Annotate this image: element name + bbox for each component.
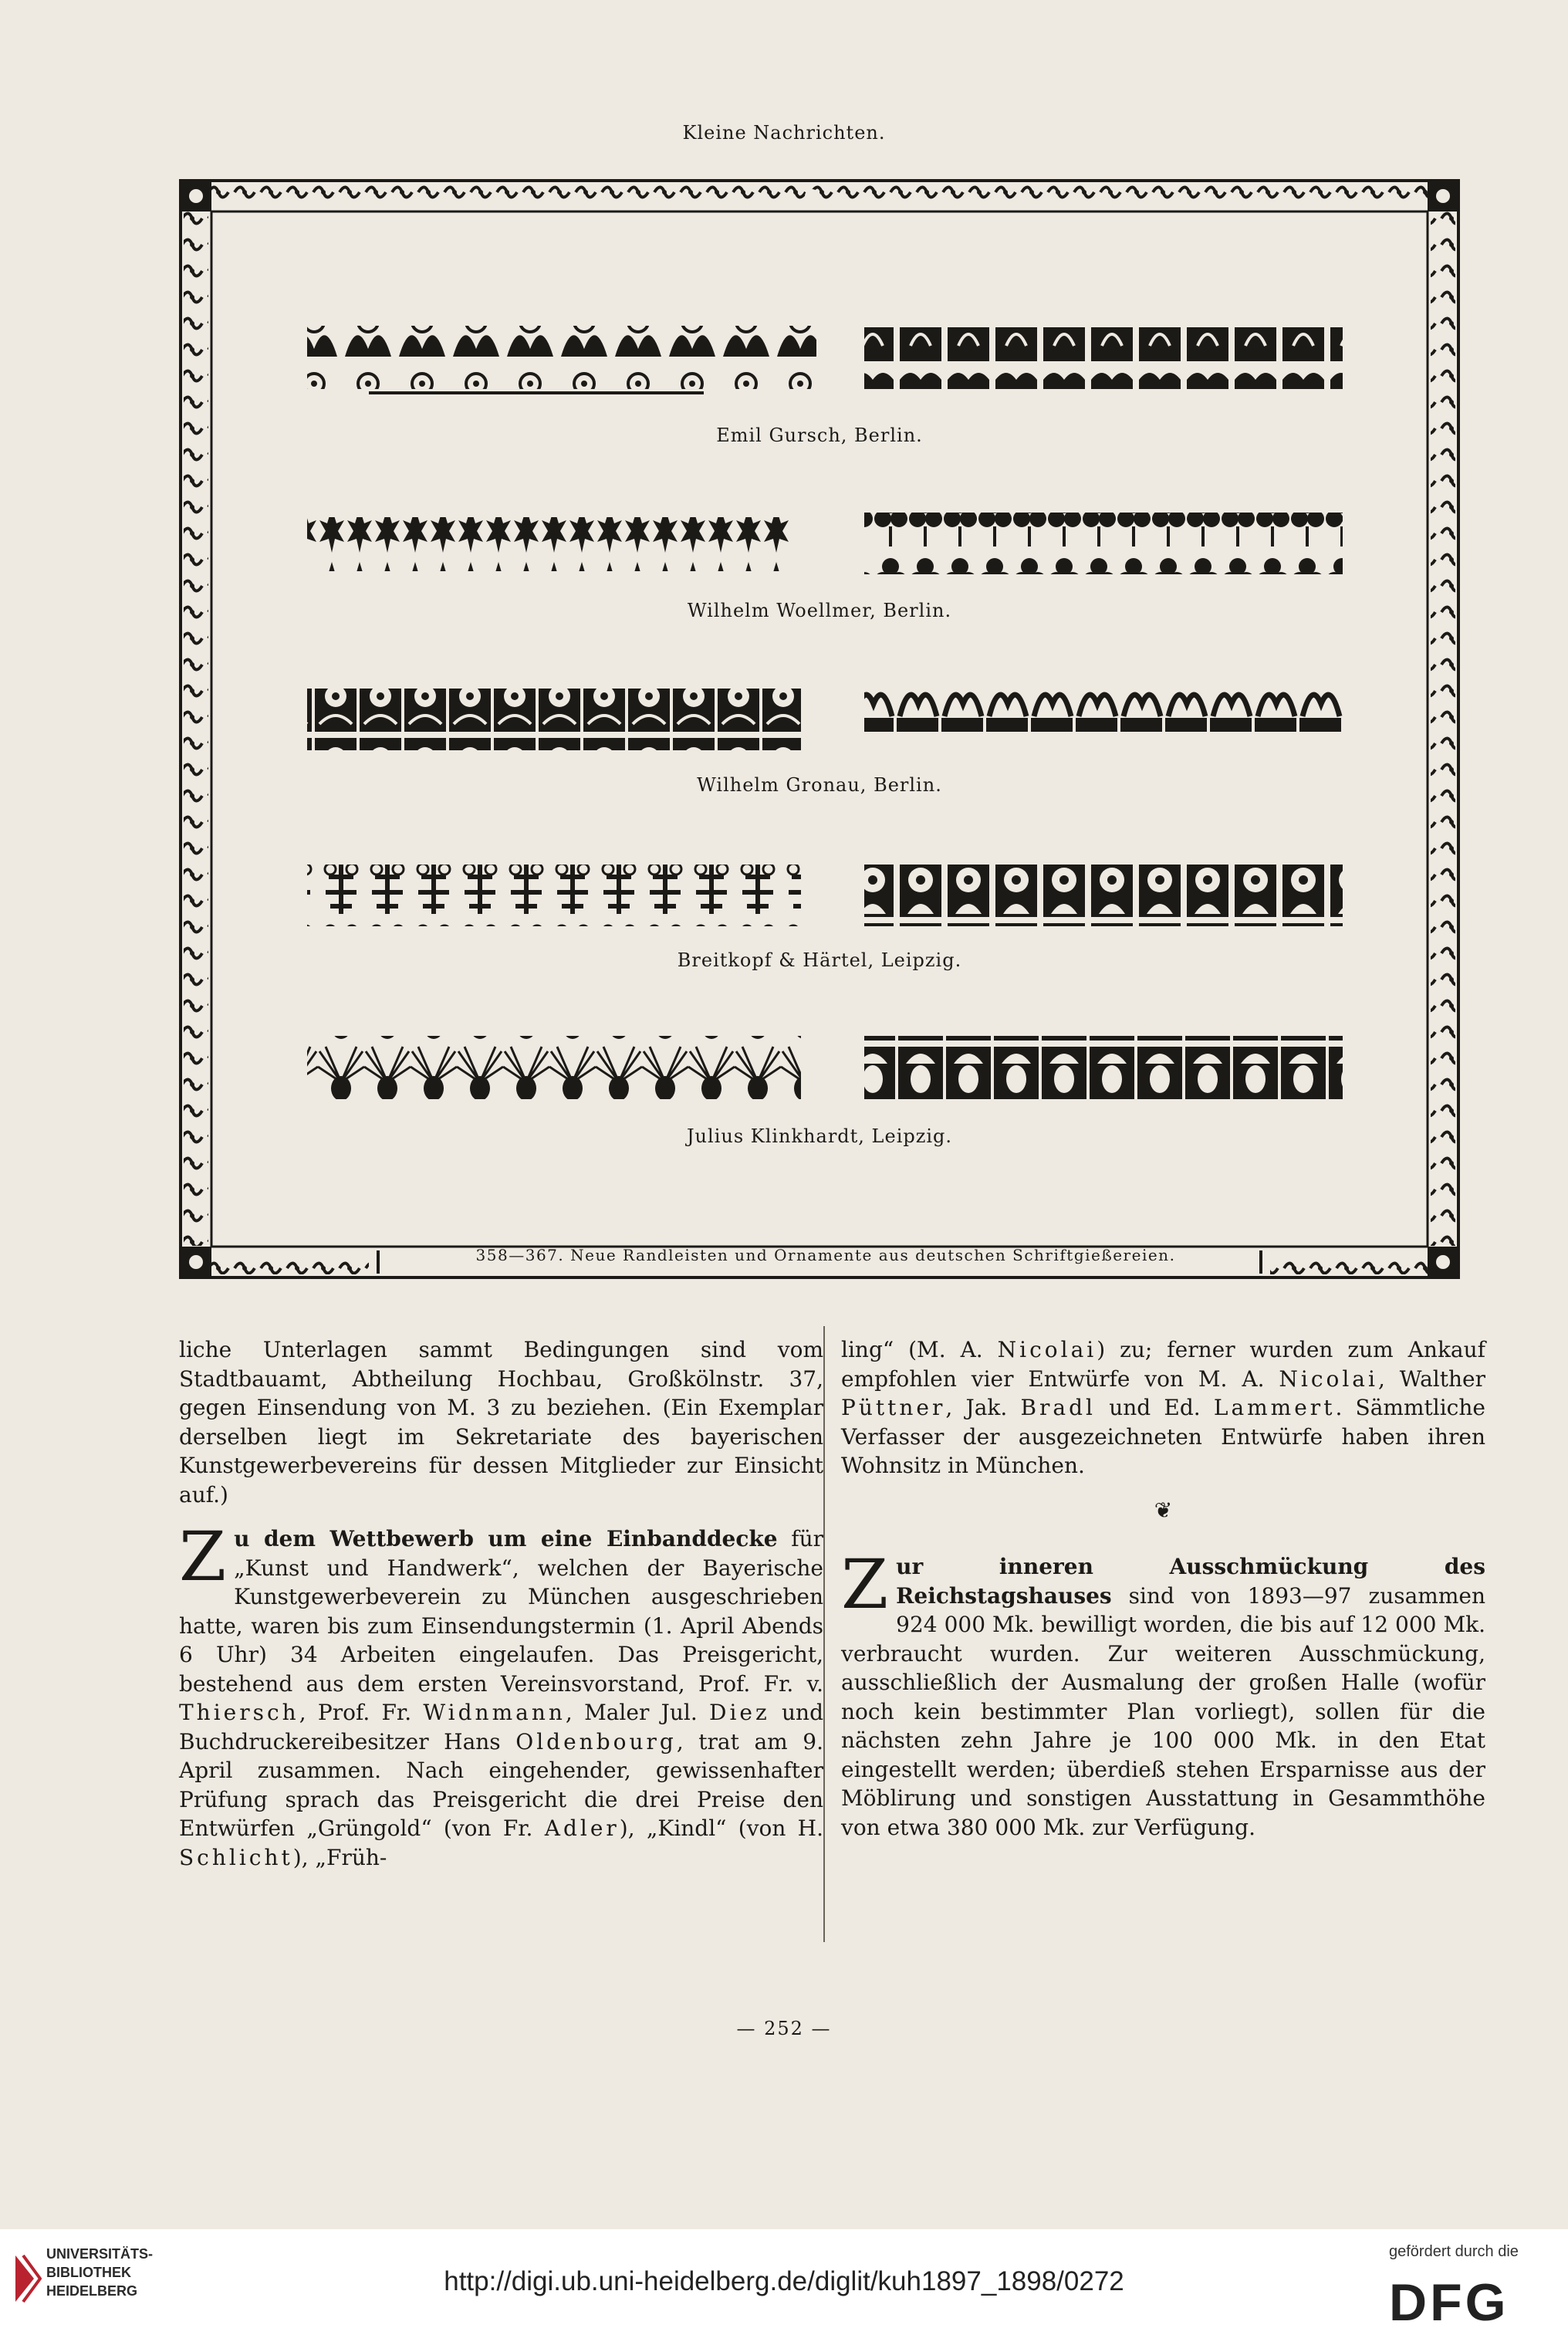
person-name: Thiersch bbox=[179, 1700, 299, 1725]
ornament-frame-svg bbox=[179, 179, 1460, 1279]
library-name[interactable]: UNIVERSITÄTS- BIBLIOTHEK HEIDELBERG bbox=[46, 2246, 154, 2299]
left-column bbox=[179, 1335, 823, 1887]
specimen-strip-gursch-flowers bbox=[307, 326, 816, 389]
person-name: Püttner bbox=[841, 1395, 946, 1420]
specimen-strip-woellmer-stars bbox=[307, 517, 790, 571]
specimen-strip-klinkhardt-cones bbox=[307, 1036, 801, 1099]
running-header: Kleine Nachrichten. bbox=[682, 122, 886, 144]
page-number: — 252 — bbox=[736, 2018, 832, 2039]
person-name: Schlicht bbox=[179, 1844, 293, 1870]
person-name: Oldenbourg bbox=[515, 1728, 677, 1755]
funding-label: gefördert durch die bbox=[1389, 2243, 1519, 2260]
paragraph-right-2: Zur inneren Ausschmückung des Reichstagshauses sind von 1893—97 zusammen 924 000 Mk. bewilligt worden, die bis auf 12 000 Mk. verbraucht wurden. Zur weiteren Ausschmückung, ausschließlich der Ausmalung der großen Halle (wofür noch kein bestimmter Plan vorliegt), sollen für die nächsten zehn Jahre je 100 000 Mk. in den Etat eingestellt werden; überdieß stehen Ersparnisse aus der Möblirung und sonstigen Ausstattung in Gesammthöhe von etwa 380 000 Mk. zur Verfügung. bbox=[841, 1545, 1485, 1840]
specimen-strip-gronau-tiles bbox=[307, 689, 801, 750]
drop-cap: Z bbox=[841, 1545, 889, 1624]
dfg-logo[interactable]: DFG bbox=[1389, 2273, 1509, 2332]
permalink-url[interactable]: http://digi.ub.uni-heidelberg.de/diglit/kuh1897_1898/0272 bbox=[444, 2266, 1124, 2296]
paragraph-right-1: ling“ (M. A. Nicolai) zu; ferner wurden zum Ankauf empfohlen vier Entwürfe von M. A. Nicolai, Walther Püttner, Jak. Bradl und Ed. Lammert. Sämmtliche Verfasser der ausgezeichneten Entwürfe haben ihren Wohnsitz in München. bbox=[841, 1337, 1485, 1478]
person-name: Nicolai bbox=[997, 1337, 1097, 1362]
column-divider bbox=[823, 1326, 825, 1942]
specimen-credit-woellmer: Wilhelm Woellmer, Berlin. bbox=[687, 600, 952, 621]
specimen-strip-breitkopf-daisies bbox=[864, 865, 1343, 926]
ornament-divider: ❦ bbox=[1154, 1497, 1173, 1523]
person-name: Lammert bbox=[1213, 1395, 1336, 1420]
specimen-credit-gronau: Wilhelm Gronau, Berlin. bbox=[697, 774, 942, 796]
specimen-strip-woellmer-clover bbox=[864, 513, 1343, 574]
section-heading: u dem Wettbewerb um eine Einbanddecke bbox=[234, 1526, 778, 1551]
ornament-figure bbox=[179, 179, 1460, 1279]
specimen-credit-gursch: Emil Gursch, Berlin. bbox=[716, 425, 923, 446]
specimen-credit-klinkhardt: Julius Klinkhardt, Leipzig. bbox=[686, 1125, 953, 1147]
person-name: Widnmann bbox=[423, 1700, 566, 1725]
specimen-strip-gronau-swirls bbox=[864, 689, 1343, 750]
specimen-strip-klinkhardt-faces bbox=[864, 1036, 1343, 1099]
drop-cap: Z bbox=[179, 1517, 227, 1596]
person-name: Diez bbox=[709, 1700, 770, 1725]
right-column bbox=[841, 1335, 1485, 1857]
section-heading: ur inneren Ausschmückung des Reichstagshauses bbox=[896, 1554, 1485, 1609]
specimen-strip-gursch-tulips bbox=[864, 327, 1343, 389]
specimen-strip-breitkopf-sprigs bbox=[307, 865, 801, 926]
person-name: Bradl bbox=[1020, 1395, 1096, 1420]
paragraph-left-2: Zu dem Wettbewerb um eine Einbanddecke für „Kunst und Handwerk“, welchen der Bayerische Kunstgewerbeverein zu München ausgeschrieben hatte, waren bis zum Einsendungstermin (1. April Abends 6 Uhr) 34 Arbeiten eingelaufen. Das Preisgericht, bestehend aus dem ersten Vereinsvorstand, Prof. Fr. v. Thiersch, Prof. Fr. Widnmann, Maler Jul. Diez und Buchdruckereibesitzer Hans Oldenbourg, trat am 9. April zusammen. Nach eingehender, gewissenhafter Prüfung sprach das Preisgericht die drei Preise den Entwürfen „Grüngold“ (von Fr. Adler), „Kindl“ (von H. Schlicht), „Früh- bbox=[179, 1517, 824, 1870]
paragraph-left-1: liche Unterlagen sammt Bedingungen sind vom Stadtbauamt, Abtheilung Hochbau, Großkölnstr. 37, gegen Einsendung von M. 3 zu beziehen. (Ein Exemplar derselben liegt im Sekretariate des bayerischen Kunstgewerbevereins für dessen Mitglieder zur Einsicht auf.) bbox=[179, 1337, 823, 1508]
specimen-credit-breitkopf: Breitkopf & Härtel, Leipzig. bbox=[677, 949, 962, 971]
person-name: Adler bbox=[544, 1815, 620, 1841]
person-name: Nicolai bbox=[1279, 1365, 1378, 1392]
figure-caption: 358—367. Neue Randleisten und Ornamente aus deutschen Schriftgießereien. bbox=[475, 1246, 1176, 1264]
